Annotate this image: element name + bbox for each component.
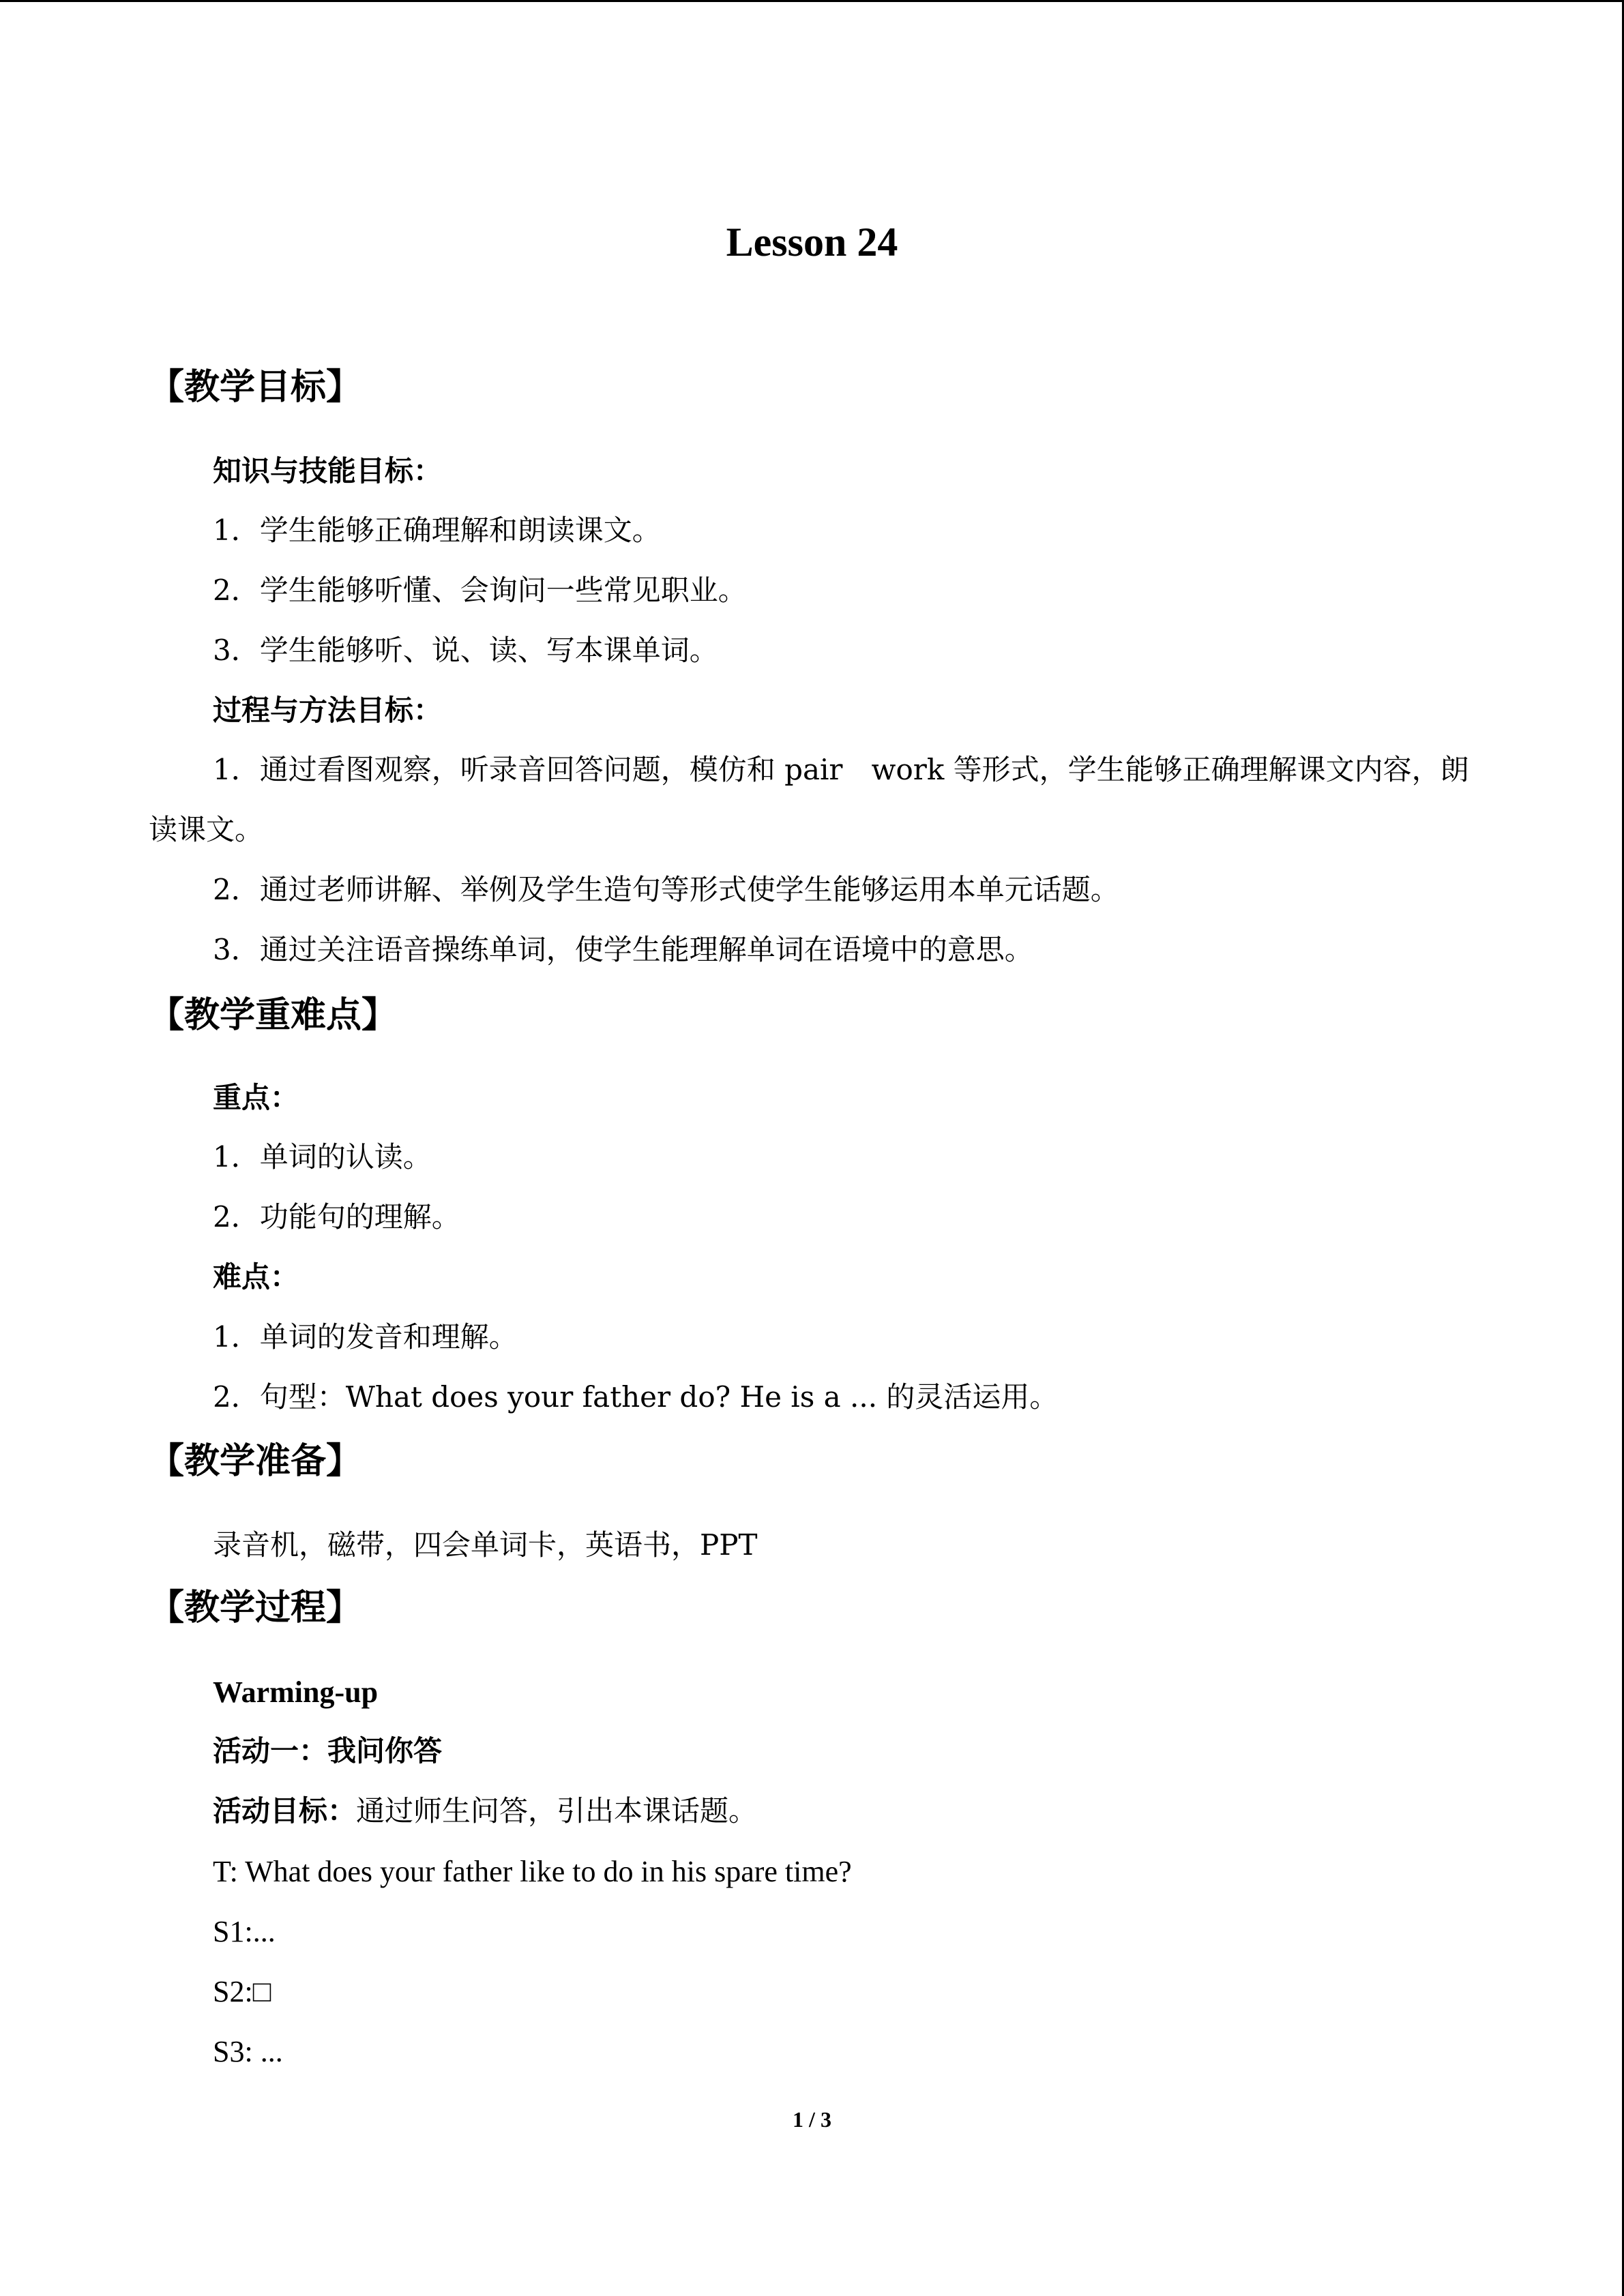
process-item-1: 1．通过看图观察，听录音回答问题，模仿和 pair work 等形式，学生能够正确理解课文内容，朗读课文。 (149, 753, 1469, 846)
subheading-difficult: 难点： (213, 1260, 299, 1294)
section-heading-objectives: 【教学目标】 (149, 366, 362, 408)
dialog-line-3: S2:□ (213, 1975, 271, 2008)
process-item-2: 2．通过老师讲解、举例及学生造句等形式使学生能够运用本单元话题。 (213, 873, 1119, 906)
activity-goal-label: 活动目标： (213, 1794, 357, 1828)
activity-goal-text: 通过师生问答，引出本课话题。 (356, 1794, 758, 1828)
stage-title: Warming-up (213, 1675, 379, 1709)
difficult-item-1: 1．单词的发音和理解。 (213, 1320, 518, 1354)
key-item-2: 2．功能句的理解。 (213, 1200, 460, 1234)
dialog-line-4: S3: ... (213, 2035, 283, 2068)
key-item-1: 1．单词的认读。 (213, 1140, 432, 1174)
process-item-3: 3．通过关注语音操练单词，使学生能理解单词在语境中的意思。 (213, 933, 1033, 966)
section-heading-process: 【教学过程】 (149, 1587, 362, 1628)
difficult-item-2: 2．句型：What does your father do? He is a ... 的灵活运用。 (213, 1380, 1059, 1414)
knowledge-item-1: 1．学生能够正确理解和朗读课文。 (213, 513, 661, 547)
knowledge-item-2: 2．学生能够听懂、会询问一些常见职业。 (213, 573, 747, 607)
subheading-process: 过程与方法目标： (213, 694, 443, 727)
page-title: Lesson 24 (726, 220, 898, 265)
preparation-text: 录音机，磁带，四会单词卡，英语书，PPT (213, 1528, 758, 1562)
subheading-knowledge: 知识与技能目标： (213, 454, 443, 488)
page-number: 1 / 3 (793, 2107, 831, 2132)
activity-goal (213, 1791, 757, 1832)
dialog-line-2: S1:... (213, 1915, 276, 1948)
knowledge-item-3: 3．学生能够听、说、读、写本课单词。 (213, 633, 718, 667)
section-heading-preparation: 【教学准备】 (149, 1440, 362, 1482)
section-heading-key-points: 【教学重难点】 (149, 994, 398, 1036)
subheading-key: 重点： (213, 1081, 299, 1114)
dialog-line-1: T: What does your father like to do in his spare time? (213, 1855, 852, 1888)
activity-title: 活动一：我问你答 (213, 1734, 443, 1768)
